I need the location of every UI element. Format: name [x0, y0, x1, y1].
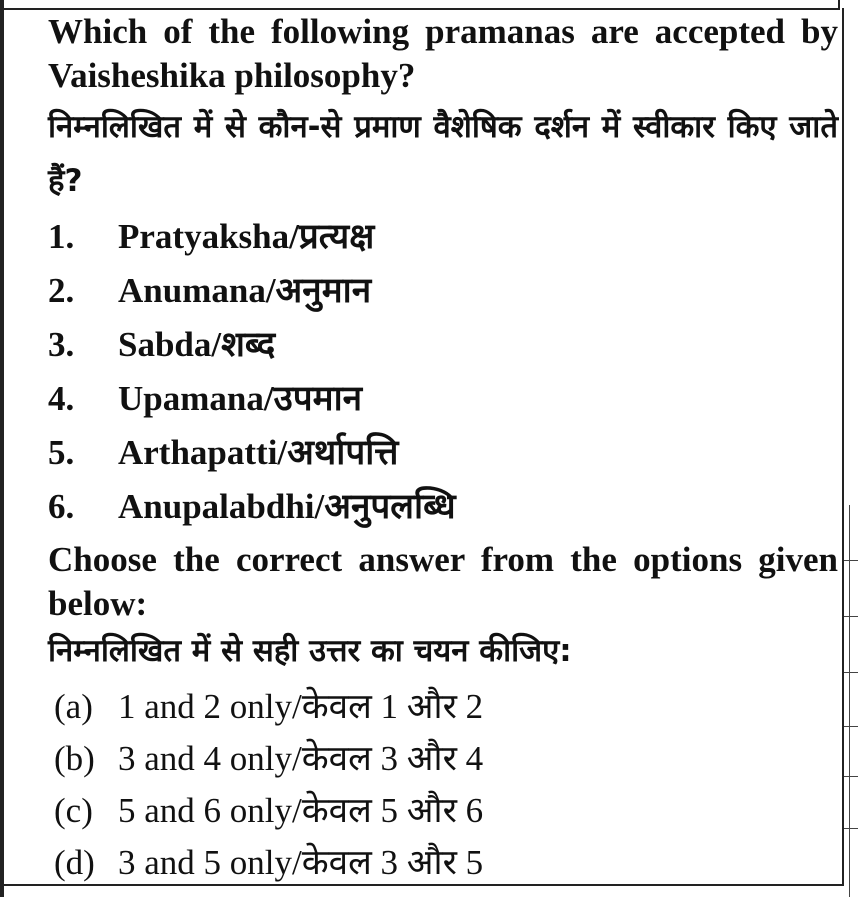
statement-item [48, 212, 838, 266]
answer-options [54, 682, 838, 890]
frame-left-line [0, 0, 4, 897]
question-text-english: Which of the following pramanas are accepted by Vaisheshika philosophy? [48, 12, 838, 95]
answer-option-c[interactable] [54, 786, 838, 838]
statement-number: 5. [48, 433, 75, 472]
instruction-text-hindi: निम्नलिखित में से सही उत्तर का चयन कीजिए: [48, 633, 572, 669]
option-label: (b) [54, 739, 95, 778]
option-text: 3 and 5 only/केवल 3 और 5 [118, 843, 484, 882]
option-label: (a) [54, 687, 93, 726]
statement-text: Anumana/अनुमान [118, 271, 372, 310]
statement-text: Anupalabdhi/अनुपलब्धि [118, 487, 456, 526]
statement-text: Pratyaksha/प्रत्यक्ष [118, 217, 375, 256]
statement-number: 2. [48, 271, 75, 310]
question-text-hindi: निम्नलिखित में से कौन-से प्रमाण वैशेषिक दर्शन में स्वीकार किए जाते हैं? [48, 109, 838, 199]
statement-list [48, 212, 838, 536]
option-text: 3 and 4 only/केवल 3 और 4 [118, 739, 484, 778]
statement-text: Upamana/उपमान [118, 379, 363, 418]
statement-item [48, 374, 838, 428]
option-label: (d) [54, 843, 95, 882]
question-card [48, 10, 838, 890]
frame-top-line [0, 0, 840, 10]
statement-number: 6. [48, 487, 75, 526]
statement-text: Sabda/शब्द [118, 325, 276, 364]
statement-number: 3. [48, 325, 75, 364]
statement-item [48, 482, 838, 536]
option-text: 5 and 6 only/केवल 5 और 6 [118, 791, 484, 830]
statement-number: 1. [48, 217, 75, 256]
answer-option-a[interactable] [54, 682, 838, 734]
statement-text: Arthapatti/अर्थापत्ति [118, 433, 399, 472]
statement-item [48, 320, 838, 374]
answer-option-b[interactable] [54, 734, 838, 786]
statement-number: 4. [48, 379, 75, 418]
statement-item [48, 428, 838, 482]
frame-right-line [842, 8, 844, 884]
frame-right-outer-line [849, 505, 850, 897]
answer-option-d[interactable] [54, 838, 838, 890]
option-text: 1 and 2 only/केवल 1 और 2 [118, 687, 484, 726]
instruction-text-english: Choose the correct answer from the options given below: [48, 540, 838, 623]
option-label: (c) [54, 791, 93, 830]
statement-item [48, 266, 838, 320]
